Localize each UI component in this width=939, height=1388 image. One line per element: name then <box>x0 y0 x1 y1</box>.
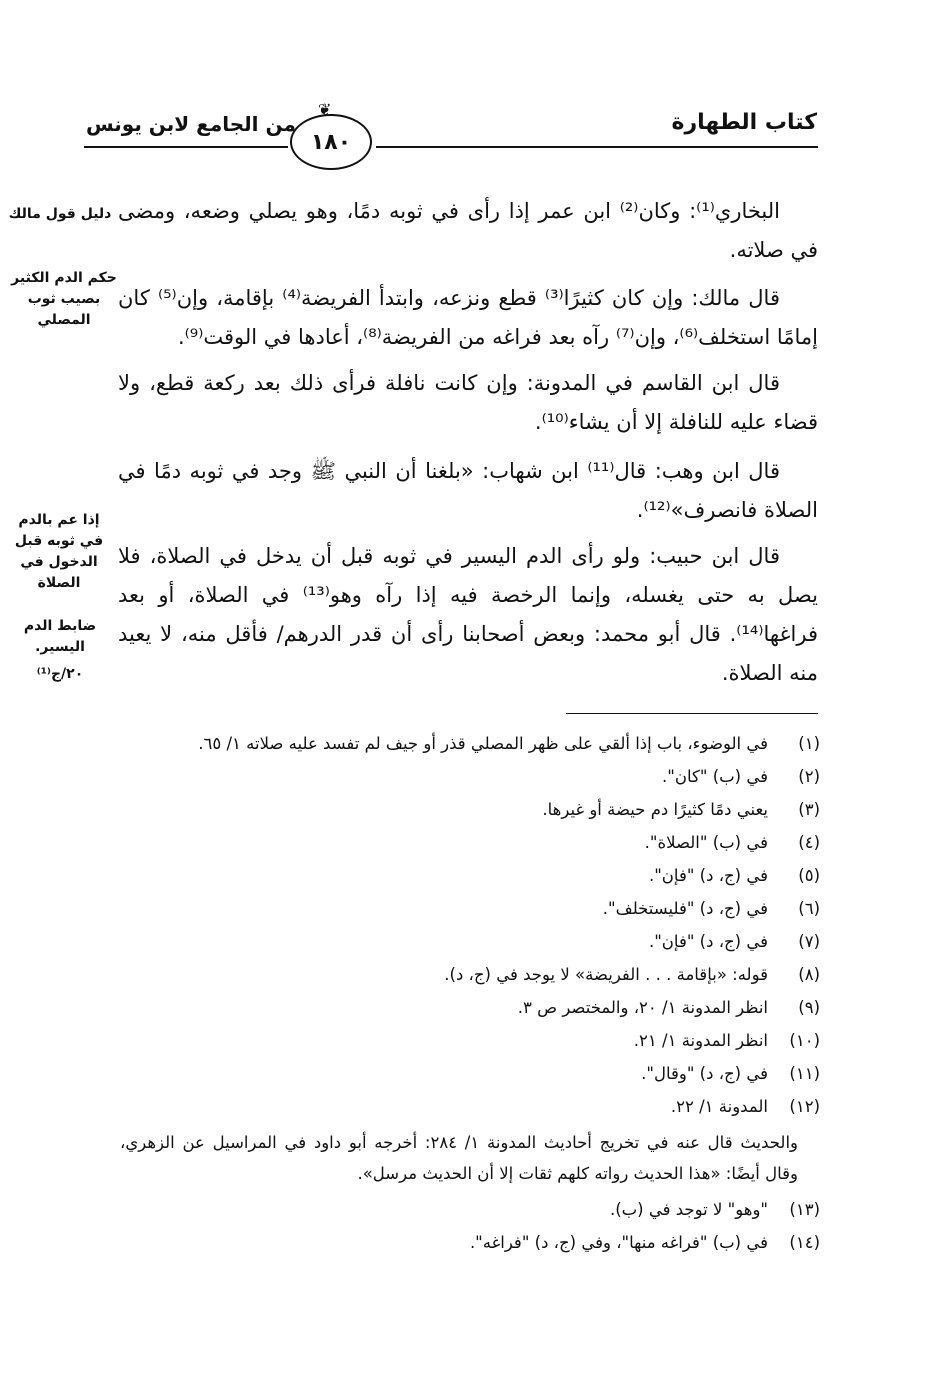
footnote-text: في الوضوء، باب إذا ألقي على ظهر المصلي قذر أو جيف لم تفسد عليه صلاته ١/ ٦٥. <box>198 734 768 753</box>
paragraph-3 <box>118 364 818 442</box>
footnote-number: (١٣) <box>789 1200 820 1219</box>
footnote-number: (٢) <box>798 767 820 786</box>
paragraph-5 <box>118 537 818 693</box>
footnote-text: في (ج، د) "وقال". <box>641 1064 768 1083</box>
footnote-number: (٧) <box>798 932 820 951</box>
margin-note-4: ضابط الدم اليسير. <box>23 618 97 655</box>
page-number: ١٨٠ <box>310 129 352 155</box>
header-rule-right <box>376 146 818 148</box>
footnote-text: انظر المدونة ١/ ٢٠، والمختصر ص ٣. <box>517 998 768 1017</box>
footnote <box>120 1226 820 1259</box>
footnote <box>120 892 820 925</box>
footnote-number: (٦) <box>798 899 820 918</box>
paragraph-text: قال مالك: وإن كان كثيرًا⁽³⁾ قطع ونزعه، وابتدأ الفريضة⁽⁴⁾ بإقامة، وإن⁽⁵⁾ كان إمامًا استخلف⁽⁶⁾، وإن⁽⁷⁾ رآه بعد فراغه من الفريضة⁽⁸⁾، أعادها في الوقت⁽⁹⁾. <box>118 286 818 349</box>
footnote <box>120 760 820 793</box>
footnote-continuation: والحديث قال عنه في تخريج أحاديث المدونة ١/ ٢٨٤: أخرجه أبو داود في المراسيل عن الزهري، وقال أيضًا: «هذا الحديث رواته كلهم ثقات إلا أن الحديث مرسل». <box>120 1133 799 1183</box>
paragraph-text: قال ابن القاسم في المدونة: وإن كانت نافلة فرأى ذلك بعد ركعة قطع، ولا قضاء عليه للنافلة إلا أن يشاء⁽¹⁰⁾. <box>118 371 818 434</box>
footnote-rule <box>566 713 818 714</box>
paragraph-text: قال ابن حبيب: ولو رأى الدم اليسير في ثوبه قبل أن يدخل في الصلاة، فلا يصل به حتى يغسله، وإنما الرخصة فيه إذا رآه وهو⁽¹³⁾ في الصلاة، أو بعد فراغها⁽¹⁴⁾. قال أبو محمد: وبعض أصحابنا رأى أن قدر الدرهم/ فأقل منه، لا يعيد منه الصلاة. <box>118 544 818 685</box>
footnote <box>120 793 820 826</box>
footnote-text: في (ب) "كان". <box>662 767 768 786</box>
paragraph-text: البخاري⁽¹⁾: وكان⁽²⁾ ابن عمر إذا رأى في ثوبه دمًا، وهو يصلي وضعه، ومضى في صلاته. <box>118 199 818 262</box>
footnote-number: (١٢) <box>789 1097 820 1116</box>
footnote-text: في (ب) "فراغه منها"، وفي (ج، د) "فراغه". <box>469 1233 768 1252</box>
book-title: كتاب الطهارة <box>671 110 817 135</box>
footnote-number: (١) <box>798 734 820 753</box>
footnote <box>120 859 820 892</box>
footnote-text: قوله: «بإقامة . . . الفريضة» لا يوجد في (ج، د). <box>444 965 768 984</box>
footnote-text: في (ج، د) "فليستخلف". <box>602 899 768 918</box>
margin-note-2: حكم الدم الكثير بصيب ثوب المصلي <box>11 270 117 328</box>
page-number-emblem <box>290 114 372 170</box>
footnote-text: في (ج، د) "فإن". <box>648 932 768 951</box>
footnote-number: (٤) <box>798 833 820 852</box>
footnote-text: يعني دمًا كثيرًا دم حيضة أو غيرها. <box>542 800 768 819</box>
footnote-number: (٥) <box>798 866 820 885</box>
footnote <box>120 1090 820 1123</box>
ornament-icon: ❦ <box>318 100 332 119</box>
paragraph-text: قال ابن وهب: قال⁽¹¹⁾ ابن شهاب: «بلغنا أن النبي ﷺ وجد في ثوبه دمًا في الصلاة فانصرف»⁽¹²⁾. <box>118 459 818 522</box>
footnote-text: في (ب) "الصلاة". <box>644 833 768 852</box>
footnote <box>120 958 820 991</box>
footnote-number: (٣) <box>798 800 820 819</box>
footnotes <box>120 727 820 1259</box>
footnote <box>120 1024 820 1057</box>
footnote-number: (٩) <box>798 998 820 1017</box>
margin-note-3: إذا عم بالدم في ثوبه قبل الدخول في الصلاة <box>14 512 104 591</box>
footnote-number: (١١) <box>789 1064 820 1083</box>
footnote <box>120 1193 820 1226</box>
footnote <box>120 991 820 1024</box>
footnote <box>120 826 820 859</box>
footnote-number: (١٤) <box>789 1233 820 1252</box>
header-rule-left <box>84 146 288 148</box>
margin-note-1: دليل قول مالك <box>8 206 112 222</box>
margin-note-5: ٢٠/ج⁽¹⁾ <box>36 666 84 682</box>
footnote <box>120 925 820 958</box>
paragraph-4 <box>118 452 818 530</box>
footnote-text: "وهو" لا توجد في (ب). <box>609 1200 768 1219</box>
footnote <box>120 1057 820 1090</box>
footnote-number: (١٠) <box>789 1031 820 1050</box>
paragraph-2 <box>118 279 818 357</box>
footnote-text: المدونة ١/ ٢٢. <box>670 1097 768 1116</box>
footnote <box>120 727 820 760</box>
footnote-number: (٨) <box>798 965 820 984</box>
running-title: من الجامع لابن يونس <box>86 112 296 136</box>
footnote-text: انظر المدونة ١/ ٢١. <box>633 1031 768 1050</box>
paragraph-1 <box>118 192 818 270</box>
footnote-text: في (ج، د) "فإن". <box>648 866 768 885</box>
